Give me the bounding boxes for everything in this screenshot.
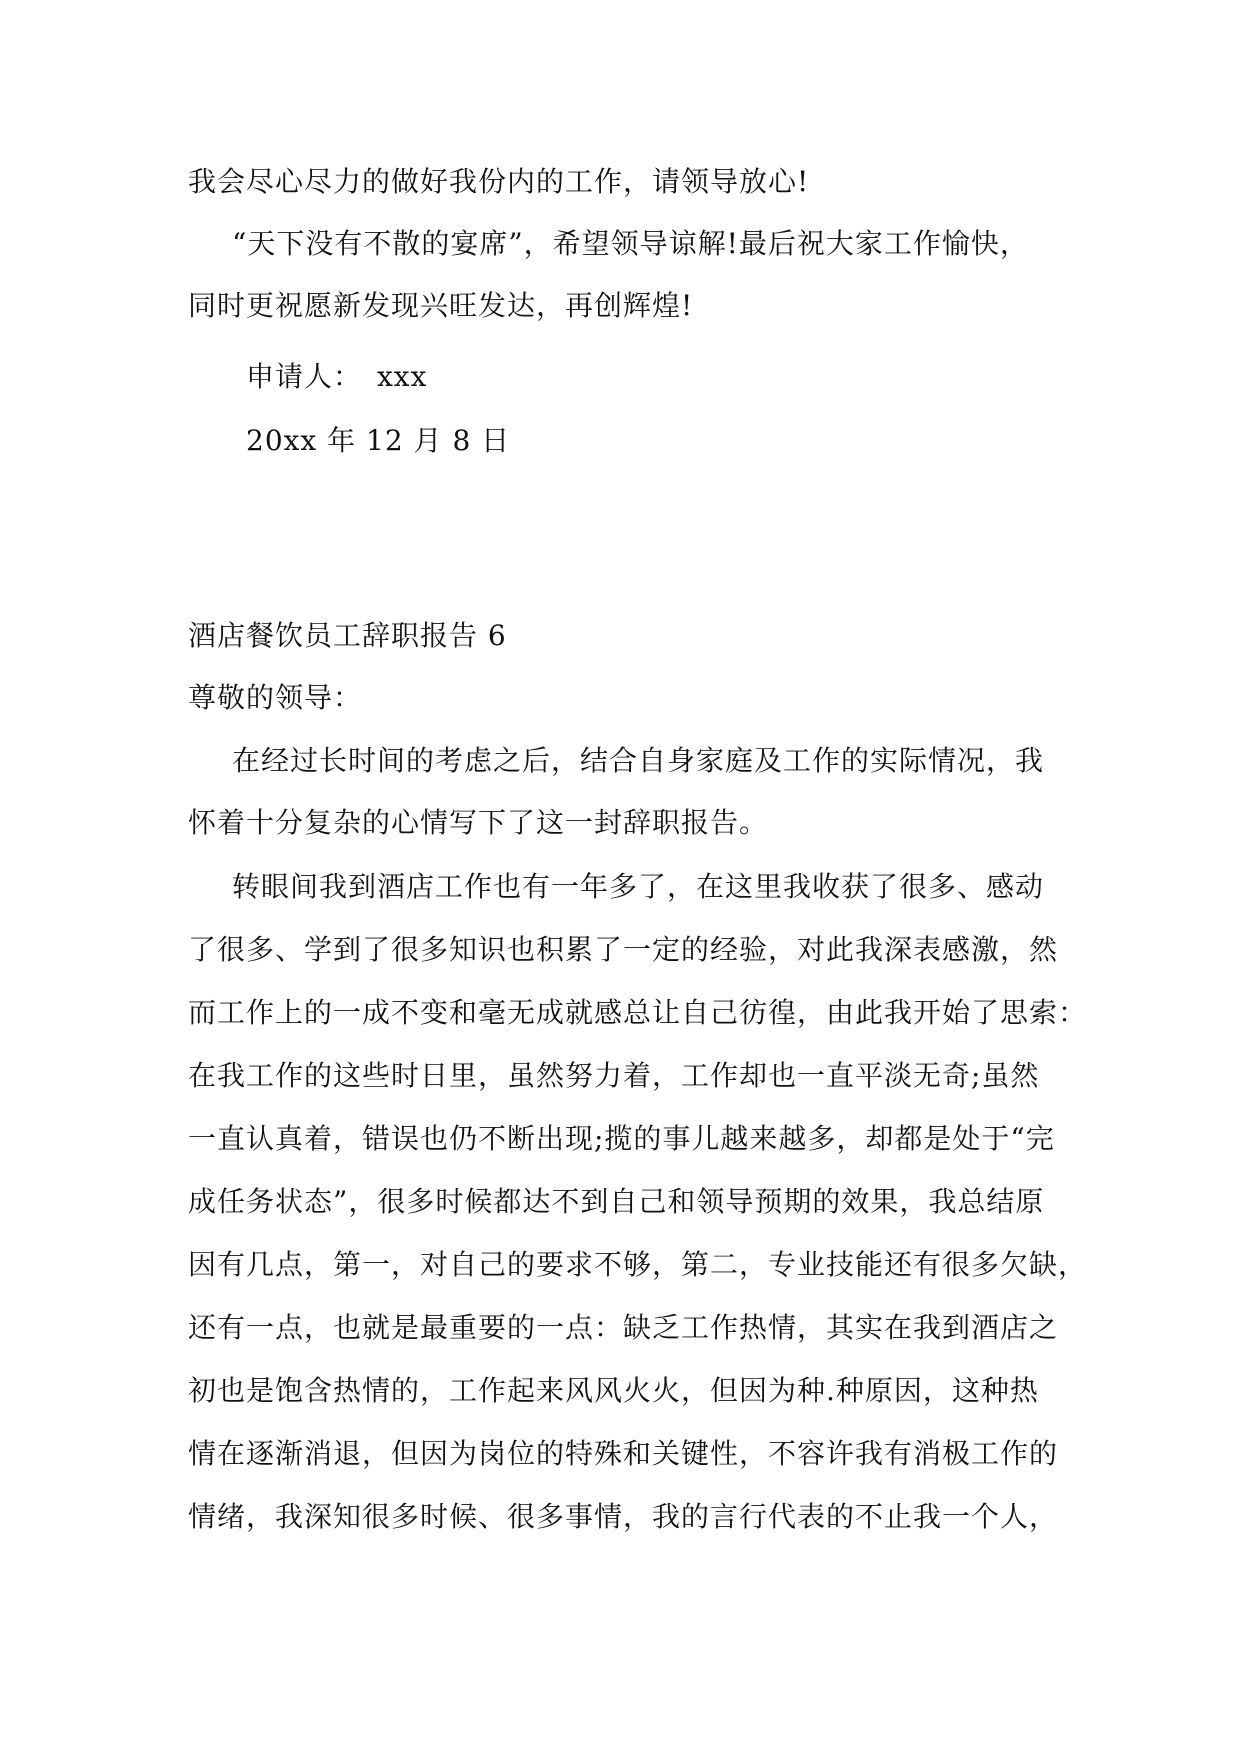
signature-date: 20xx 年 12 月 8 日 bbox=[246, 424, 511, 457]
paragraph-line: 转眼间我到酒店工作也有一年多了，在这里我收获了很多、感动 bbox=[232, 870, 1045, 903]
paragraph-line: 因有几点，第一，对自己的要求不够，第二，专业技能还有很多欠缺， bbox=[188, 1248, 1088, 1281]
paragraph-line: 了很多、学到了很多知识也积累了一定的经验，对此我深表感激，然 bbox=[188, 933, 1059, 966]
paragraph-line: 一直认真着，错误也仍不断出现;揽的事儿越来越多，却都是处于“完 bbox=[188, 1122, 1055, 1155]
paragraph-line: 而工作上的一成不变和毫无成就感总让自己彷徨，由此我开始了思索： bbox=[188, 996, 1088, 1029]
paragraph-line: 在我工作的这些时日里，虽然努力着，工作却也一直平淡无奇;虽然 bbox=[188, 1059, 1040, 1092]
paragraph-line: 情绪，我深知很多时候、很多事情，我的言行代表的不止我一个人， bbox=[188, 1500, 1059, 1533]
paragraph-line: 初也是饱含热情的，工作起来风风火火，但因为种.种原因，这种热 bbox=[188, 1374, 1039, 1407]
salutation: 尊敬的领导： bbox=[188, 681, 363, 714]
paragraph-line: 怀着十分复杂的心情写下了这一封辞职报告。 bbox=[188, 806, 769, 839]
paragraph-line: 同时更祝愿新发现兴旺发达，再创辉煌! bbox=[188, 289, 694, 322]
paragraph-line: 情在逐渐消退，但因为岗位的特殊和关键性，不容许我有消极工作的 bbox=[188, 1437, 1059, 1470]
signature-applicant: 申请人： xxx bbox=[246, 360, 428, 393]
paragraph-line: 还有一点，也就是最重要的一点：缺乏工作热情，其实在我到酒店之 bbox=[188, 1311, 1059, 1344]
paragraph-line: 成任务状态”，很多时候都达不到自己和领导预期的效果，我总结原 bbox=[188, 1185, 1045, 1218]
section-title: 酒店餐饮员工辞职报告 6 bbox=[188, 619, 507, 652]
paragraph-line: 在经过长时间的考虑之后，结合自身家庭及工作的实际情况，我 bbox=[232, 744, 1045, 777]
paragraph-line: 我会尽心尽力的做好我份内的工作，请领导放心! bbox=[188, 165, 810, 198]
paragraph-line: “天下没有不散的宴席”，希望领导谅解!最后祝大家工作愉快， bbox=[232, 227, 1029, 260]
